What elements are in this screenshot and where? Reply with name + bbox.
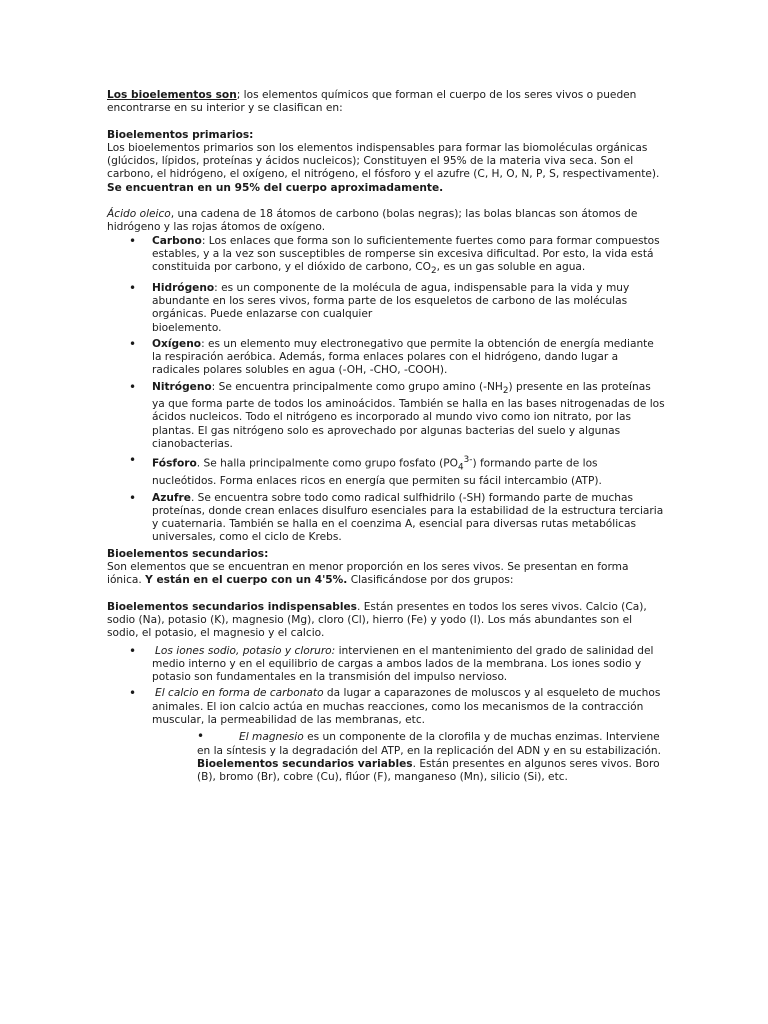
indented-block — [107, 730, 665, 784]
element-text: : es un elemento muy electronegativo que permite la obtención de energía mediante la respiración aeróbica. Además, forma enlaces polares con el hidrógeno, dando lugar a radicales polares solubles en agua (-OH, -CHO, -COOH). — [152, 337, 654, 377]
intro-text: ; los elementos químicos que forman el cuerpo de los seres vivos o pueden encontrarse en su interior y se clasifican en: — [107, 89, 637, 115]
magnesio-paragraph — [197, 730, 665, 758]
ion-italic: El calcio en forma de carbonato — [155, 687, 324, 700]
element-text: : Los enlaces que forma son lo suficientemente fuertes como para formar compuestos estables, y a la vez son susceptibles de romperse sin excesiva dificultad. Por esto, la vida está constituida por carbono, y el dióxido de carbono, CO — [152, 234, 660, 274]
element-text: . Se halla principalmente como grupo fosfato (PO — [196, 457, 458, 470]
secundarios-paragraph — [107, 561, 665, 588]
element-text: . Se encuentra sobre todo como radical sulfhidrilo (-SH) formando parte de muchas proteínas, donde crean enlaces disulfuro esenciales para la estabilidad de la estructura terciaria y cuaternaria. También se halla en el coenzima A, esencial para diversas rutas metabólicas universales, como el ciclo de Krebs. — [152, 491, 664, 544]
secundarios-text-end: Clasificándose por dos grupos: — [347, 574, 514, 587]
indispensables-heading: Bioelementos secundarios indispensables — [107, 600, 357, 613]
indispensables-paragraph — [107, 601, 665, 641]
list-item-carbono — [107, 235, 665, 279]
list-item-oxigeno — [107, 338, 665, 378]
list-item-calcio — [107, 687, 665, 727]
primarios-heading — [107, 129, 665, 142]
element-text-end: ) formando parte de los nucleótidos. Forma enlaces ricos en energía que permiten su fácil intercambio (ATP). — [152, 457, 602, 488]
primarios-bold: Se encuentran en un 95% del cuerpo aproximadamente. — [107, 181, 444, 194]
primarios-heading-text: Bioelementos primarios: — [107, 128, 254, 141]
element-text-end: , es un gas soluble en agua. — [436, 261, 586, 274]
element-text: : Se encuentra principalmente como grupo amino (-NH — [211, 380, 503, 393]
list-item-nitrogeno — [107, 381, 665, 452]
element-name: Carbono — [152, 234, 202, 247]
secundarios-text: Son elementos que se encuentran en menor proporción en los seres vivos. Se presentan en forma iónica. — [107, 561, 629, 587]
list-item-iones — [107, 645, 665, 685]
element-name: Fósforo — [152, 457, 197, 470]
element-superscript: 3- — [463, 455, 473, 466]
ion-italic: Los iones sodio, potasio y cloruro: — [155, 644, 336, 657]
primarios-paragraph — [107, 142, 665, 195]
secundarios-heading-text: Bioelementos secundarios: — [107, 547, 269, 560]
list-item-hidrogeno — [107, 282, 665, 335]
intro-paragraph — [107, 89, 665, 116]
indispensables-text: . Están presentes en todos los seres vivos. Calcio (Ca), sodio (Na), potasio (K), magnesio (Mg), cloro (Cl), hierro (Fe) y yodo (I). Los más abundantes son el sodio, el potasio, el magnesio y el calcio. — [107, 600, 647, 640]
bullet-dot: • — [197, 729, 205, 744]
variables-heading: Bioelementos secundarios variables — [197, 757, 413, 770]
secundarios-bold: Y están en el cuerpo con un 4'5%. — [145, 574, 348, 587]
element-subscript: 2 — [502, 385, 509, 396]
ion-text: da lugar a caparazones de moluscos y al esqueleto de muchos animales. El ion calcio actúa en muchas reacciones, como los mecanismos de la contracción muscular, la permeabilidad de las membranas, etc. — [152, 687, 661, 727]
element-text-end: bioelemento. — [152, 321, 222, 334]
acido-text: , una cadena de 18 átomos de carbono (bolas negras); las bolas blancas son átomos de hidrógeno y las rojas átomos de oxígeno. — [107, 208, 638, 234]
element-name: Azufre — [152, 491, 191, 504]
element-name: Nitrógeno — [152, 380, 212, 393]
list-item-azufre — [107, 492, 665, 545]
ion-text: intervienen en el mantenimiento del grado de salinidad del medio interno y en el equilibrio de cargas a ambos lados de la membrana. Los iones sodio y potasio son fundamentales en la transmisión del impulso nervioso. — [152, 644, 654, 684]
magnesio-italic: El magnesio — [239, 731, 304, 744]
variables-text: . Están presentes en algunos seres vivos. Boro (B), bromo (Br), cobre (Cu), flúor (F), manganeso (Mn), silicio (Si), etc. — [197, 757, 660, 784]
acido-italic: Ácido oleico — [107, 208, 171, 221]
list-item-fosforo — [107, 454, 665, 488]
primarios-text: Los bioelementos primarios son los elementos indispensables para formar las biomoléculas orgánicas (glúcidos, lípidos, proteínas y ácidos nucleicos); Constituyen el 95% de la materia viva seca. Son el carbono, el hidrógeno, el oxígeno, el nitrógeno, el fósforo y el azufre (C, H, O, N, P, S, respectivamente). — [107, 141, 660, 181]
primary-elements-list — [107, 235, 665, 545]
acido-paragraph — [107, 208, 665, 235]
magnesio-text: es un componente de la clorofila y de muchas enzimas. Interviene en la síntesis y la degradación del ATP, en la replicación del ADN y en su estabilización. — [197, 731, 661, 757]
element-subscript: 4 — [458, 462, 464, 473]
element-text: : es un componente de la molécula de agua, indispensable para la vida y muy abundante en los seres vivos, forma parte de los esqueletos de carbono de las moléculas orgánicas. Puede enlazarse con cualquier — [152, 281, 630, 321]
element-name: Oxígeno — [152, 337, 202, 350]
intro-term: Los bioelementos son — [107, 89, 237, 101]
ions-list — [107, 645, 665, 728]
element-text-end: ) presente en las proteínas ya que forma parte de todos los aminoácidos. También se halla en las bases nitrogenadas de los ácidos nucleicos. Todo el nitrógeno es incorporado al mundo vivo como ion nitrato, por las plantas. El gas nitrógeno solo es aprovechado por algunas bacterias del suelo y algunas cianobacterias. — [152, 380, 665, 451]
element-subscript: 2 — [431, 266, 437, 277]
secundarios-heading — [107, 548, 665, 561]
element-name: Hidrógeno — [152, 281, 215, 294]
document-body — [107, 89, 665, 785]
variables-paragraph — [197, 758, 665, 785]
